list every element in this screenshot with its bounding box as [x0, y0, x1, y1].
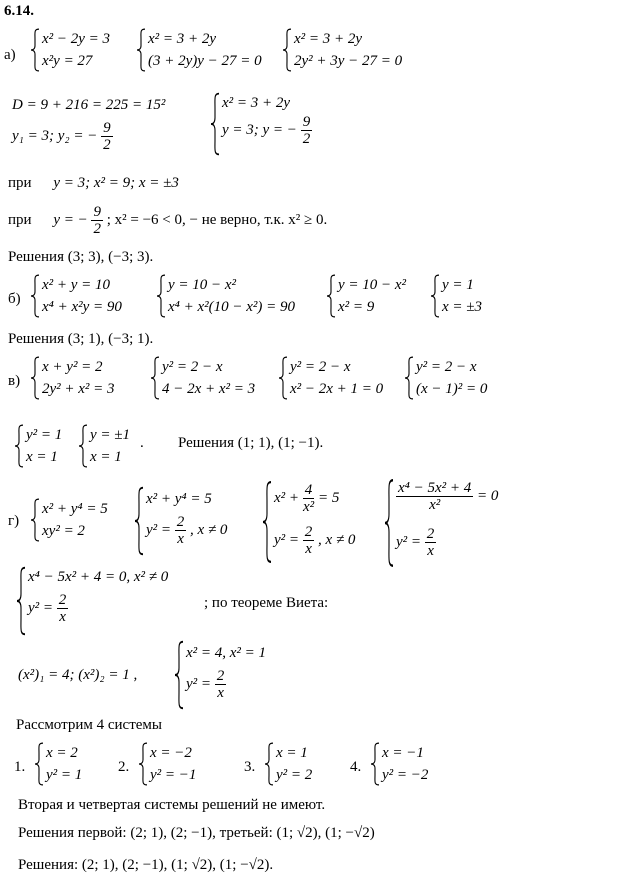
num: 2	[426, 526, 435, 542]
eq	[396, 526, 436, 559]
eq: y² = −1	[150, 767, 197, 783]
eq: x = ±3	[442, 299, 483, 315]
system-b3	[326, 274, 426, 318]
brace-icon	[16, 566, 26, 636]
vieta-note: ; по теореме Виета:	[204, 595, 329, 611]
system-g-final-2	[138, 742, 218, 786]
system-a3	[282, 28, 422, 72]
fraction	[303, 524, 315, 557]
eq: x² = 9	[338, 299, 375, 315]
brace-icon	[34, 742, 44, 786]
num: 2	[176, 514, 185, 530]
eq: y = 10 − x²	[338, 277, 407, 293]
eq: 2y² + x² = 3	[42, 381, 115, 397]
part-a-label: а)	[4, 47, 16, 63]
system-g6	[174, 640, 314, 710]
brace-icon	[14, 424, 24, 468]
eq: x²y = 27	[42, 53, 93, 69]
answer-b: Решения (3; 1), (−3; 1).	[8, 331, 154, 347]
eq: x² + y⁴ = 5	[42, 501, 108, 517]
consider-text: Рассмотрим 4 системы	[16, 717, 162, 733]
system-v5	[14, 424, 74, 468]
num: 4	[304, 482, 313, 498]
text: y = 3; x² = 9; x = ±3	[53, 175, 179, 191]
eq: (x − 1)² = 0	[416, 381, 488, 397]
brace-icon	[150, 356, 160, 400]
eq: x² + y = 10	[42, 277, 111, 293]
system-a4	[210, 92, 340, 156]
system-g4	[384, 478, 534, 568]
num: 9	[93, 204, 101, 220]
eq: x² = 3 + 2y	[148, 31, 217, 47]
eq: x + y² = 2	[42, 359, 103, 375]
brace-icon	[278, 356, 288, 400]
den: x²	[302, 499, 315, 515]
eq-suffix: , x ≠ 0	[190, 521, 228, 538]
eq: x = 1	[26, 449, 58, 465]
fraction	[57, 592, 69, 625]
eq	[274, 524, 355, 557]
brace-icon	[30, 274, 40, 318]
brace-icon	[370, 742, 380, 786]
problem-number: 6.14.	[4, 3, 34, 19]
part-b-label: б)	[8, 291, 21, 307]
dot: .	[140, 435, 144, 451]
eq: x = 2	[46, 745, 78, 761]
fraction	[303, 482, 315, 515]
eq	[396, 480, 498, 513]
eq: y = 10 − x²	[168, 277, 237, 293]
word: при	[8, 211, 32, 228]
brace-icon	[326, 274, 336, 318]
prefix: y = −	[53, 211, 88, 228]
brace-icon	[430, 274, 440, 318]
system-g2	[134, 486, 264, 556]
eq	[146, 514, 227, 547]
den: x	[177, 531, 184, 547]
num: 9	[103, 120, 111, 136]
system-v3	[278, 356, 403, 400]
den: 2	[302, 131, 311, 147]
solutions-line-2: Решения: (2; 1), (2; −1), (1; √2), (1; −√2).	[18, 857, 274, 873]
roots-prefix: y₁ = 3; y₂ = −	[12, 127, 98, 144]
eq: x² = 4, x² = 1	[186, 645, 267, 661]
brace-icon	[384, 478, 394, 568]
eq-suffix: = 0	[477, 487, 499, 504]
eq-prefix: y² =	[146, 521, 172, 538]
brace-icon	[30, 28, 40, 72]
fraction	[91, 204, 103, 237]
sys-number-4: 4.	[350, 759, 362, 775]
num: 2	[58, 592, 67, 608]
eq-suffix: = 5	[318, 489, 340, 506]
eq: x² + y⁴ = 5	[146, 491, 212, 507]
eq: xy² = 2	[42, 523, 85, 539]
eq-prefix: y² =	[186, 675, 212, 692]
sys-number-3: 3.	[244, 759, 256, 775]
system-v2	[150, 356, 275, 400]
suffix: ; x² = −6 < 0, − не верно, т.к. x² ≥ 0.	[106, 211, 328, 228]
brace-icon	[282, 28, 292, 72]
eq: x = −2	[150, 745, 192, 761]
brace-icon	[138, 742, 148, 786]
discriminant: D = 9 + 216 = 225 = 15²	[12, 97, 166, 113]
system-v4	[404, 356, 519, 400]
eq: x = 1	[276, 745, 308, 761]
eq: 2y² + 3y − 27 = 0	[294, 53, 403, 69]
answer-a: Решения (3; 3), (−3; 3).	[8, 249, 154, 265]
eq: x = −1	[382, 745, 424, 761]
system-g1	[30, 498, 140, 542]
eq: x⁴ + x²(10 − x²) = 90	[168, 299, 296, 315]
eq: x² − 2y = 3	[42, 31, 111, 47]
eq: x⁴ + x²y = 90	[42, 299, 122, 315]
eq: x² = 3 + 2y	[294, 31, 363, 47]
eq: x² = 3 + 2y	[222, 95, 291, 111]
brace-icon	[134, 486, 144, 556]
eq: y² = 1	[46, 767, 83, 783]
den: x	[59, 609, 66, 625]
answer-v: Решения (1; 1), (1; −1).	[178, 435, 324, 451]
fraction	[396, 480, 473, 513]
brace-icon	[404, 356, 414, 400]
system-b4	[430, 274, 510, 318]
eq: y² = 2 − x	[290, 359, 351, 375]
solutions-line-1: Решения первой: (2; 1), (2; −1), третьей: (1; √2), (1; −√2)	[18, 825, 375, 841]
system-g-final-4	[370, 742, 450, 786]
eq-prefix: y² =	[396, 533, 422, 550]
eq: x⁴ − 5x² + 4 = 0, x² ≠ 0	[28, 569, 169, 585]
system-a1	[30, 28, 140, 72]
eq-prefix: y² =	[28, 599, 54, 616]
system-v6	[78, 424, 148, 468]
eq: y² = 2 − x	[162, 359, 223, 375]
sys-number-1: 1.	[14, 759, 26, 775]
brace-icon	[262, 480, 272, 564]
roots-a	[12, 120, 113, 153]
system-a2	[136, 28, 276, 72]
eq	[274, 482, 339, 515]
vieta-roots: (x²)₁ = 4; (x²)₂ = 1 ,	[18, 667, 138, 683]
part-v-label: в)	[8, 373, 21, 389]
num: 2	[216, 668, 225, 684]
eq-suffix: , x ≠ 0	[318, 531, 356, 548]
brace-icon	[136, 28, 146, 72]
eq-prefix: y² =	[274, 531, 300, 548]
eq-prefix: x² +	[274, 489, 300, 506]
system-b2	[156, 274, 326, 318]
eq: y² = −2	[382, 767, 429, 783]
pri-2	[8, 204, 327, 237]
eq	[28, 592, 68, 625]
eq: y = ±1	[90, 427, 131, 443]
brace-icon	[210, 92, 220, 156]
system-g-final-1	[34, 742, 104, 786]
sys-number-2: 2.	[118, 759, 130, 775]
eq: (3 + 2y)y − 27 = 0	[148, 53, 262, 69]
system-g5	[16, 566, 206, 636]
den: 2	[93, 221, 101, 237]
no-solutions-note: Вторая и четвертая системы решений не имеют.	[18, 797, 326, 813]
eq: 4 − 2x + x² = 3	[162, 381, 256, 397]
system-b1	[30, 274, 160, 318]
brace-icon	[156, 274, 166, 318]
den: x²	[429, 497, 441, 513]
fraction	[101, 120, 113, 153]
fraction	[215, 668, 227, 701]
num: x⁴ − 5x² + 4	[398, 480, 472, 496]
fraction	[175, 514, 187, 547]
brace-icon	[174, 640, 184, 710]
eq	[222, 114, 312, 147]
den: 2	[103, 137, 111, 153]
eq	[186, 668, 226, 701]
system-g-final-3	[264, 742, 334, 786]
part-g-label: г)	[8, 513, 20, 529]
eq: y = 1	[442, 277, 474, 293]
den: x	[427, 543, 434, 559]
eq: x = 1	[90, 449, 122, 465]
brace-icon	[30, 498, 40, 542]
eq: y² = 2	[276, 767, 313, 783]
eq: x² − 2x + 1 = 0	[290, 381, 384, 397]
system-v1	[30, 356, 150, 400]
den: x	[217, 685, 224, 701]
eq-prefix: y = 3; y = −	[222, 121, 297, 138]
brace-icon	[264, 742, 274, 786]
num: 9	[302, 114, 311, 130]
system-g3	[262, 480, 382, 564]
brace-icon	[78, 424, 88, 468]
word: при	[8, 175, 32, 191]
eq: y² = 1	[26, 427, 63, 443]
den: x	[305, 541, 312, 557]
pri-1	[8, 174, 179, 192]
fraction	[301, 114, 313, 147]
fraction	[425, 526, 437, 559]
num: 2	[304, 524, 313, 540]
brace-icon	[30, 356, 40, 400]
eq: y² = 2 − x	[416, 359, 477, 375]
